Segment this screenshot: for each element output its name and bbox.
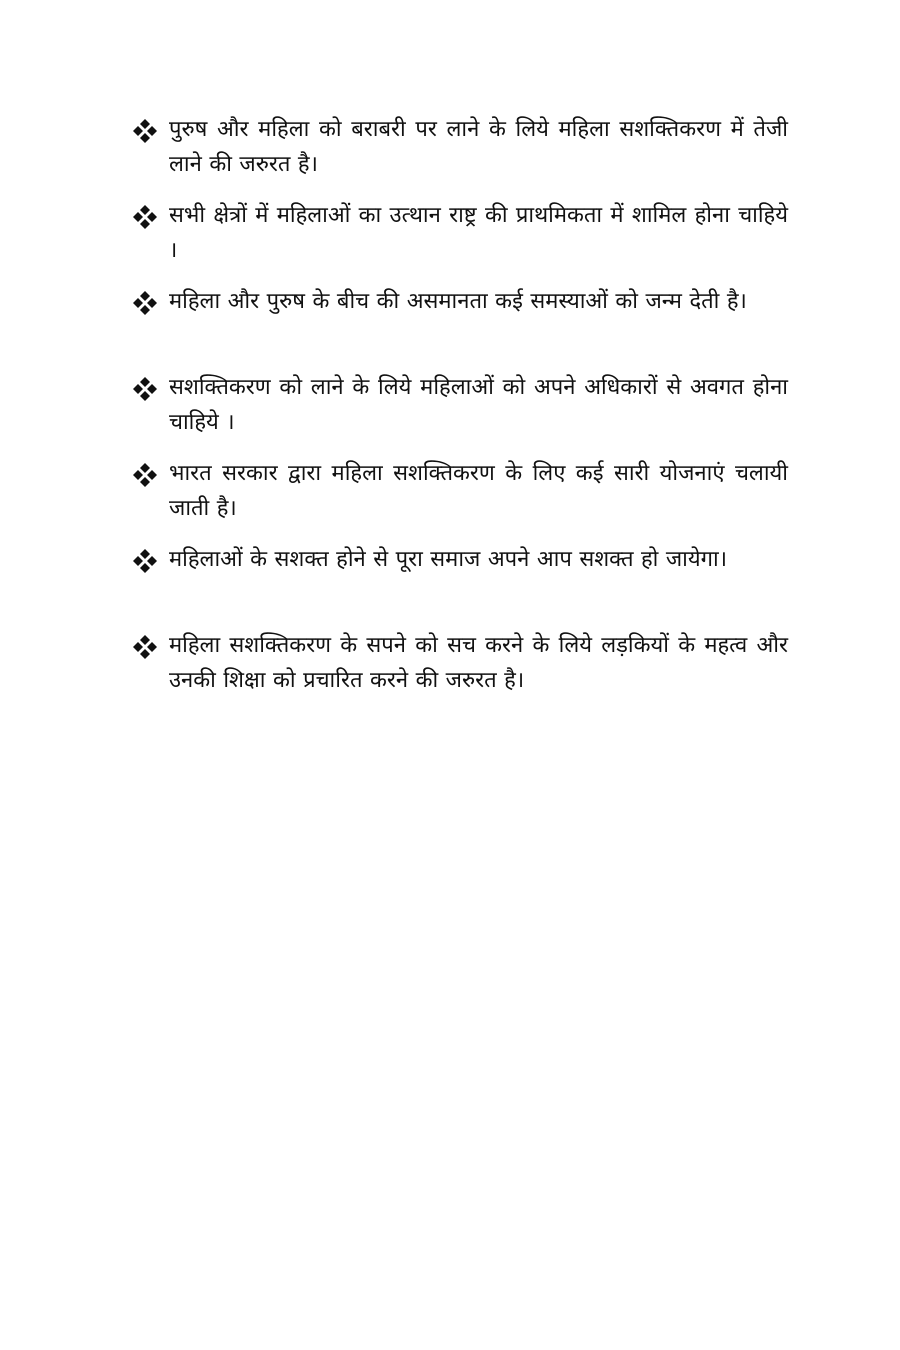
four-diamond-bullet-icon [132,118,158,144]
four-diamond-bullet-icon [132,204,158,230]
bullet-text: महिला सशक्तिकरण के सपने को सच करने के लिये लड़कियों के महत्व और उनकी शिक्षा को प्रचारित करने की जरुरत है। [169,633,788,693]
bullet-text: सशक्तिकरण को लाने के लिये महिलाओं को अपने अधिकारों से अवगत होना चाहिये । [169,375,788,435]
four-diamond-bullet-icon [132,376,158,402]
list-item [132,112,788,198]
four-diamond-bullet-icon [132,462,158,488]
list-item [132,456,788,542]
bullet-text: भारत सरकार द्वारा महिला सशक्तिकरण के लिए कई सारी योजनाएं चलायी जाती है। [169,461,788,521]
four-diamond-bullet-icon [132,634,158,660]
list-item [132,628,788,714]
list-item [132,198,788,284]
bullet-text: महिलाओं के सशक्त होने से पूरा समाज अपने आप सशक्त हो जायेगा। [169,547,728,572]
bullet-list [132,112,788,714]
bullet-text: महिला और पुरुष के बीच की असमानता कई समस्याओं को जन्म देती है। [169,289,747,314]
four-diamond-bullet-icon [132,548,158,574]
bullet-text: सभी क्षेत्रों में महिलाओं का उत्थान राष्ट्र की प्राथमिकता में शामिल होना चाहिये । [169,203,788,263]
four-diamond-bullet-icon [132,290,158,316]
list-item [132,370,788,456]
list-item [132,284,788,370]
bullet-text: पुरुष और महिला को बराबरी पर लाने के लिये महिला सशक्तिकरण में तेजी लाने की जरुरत है। [169,117,788,177]
list-item [132,542,788,628]
